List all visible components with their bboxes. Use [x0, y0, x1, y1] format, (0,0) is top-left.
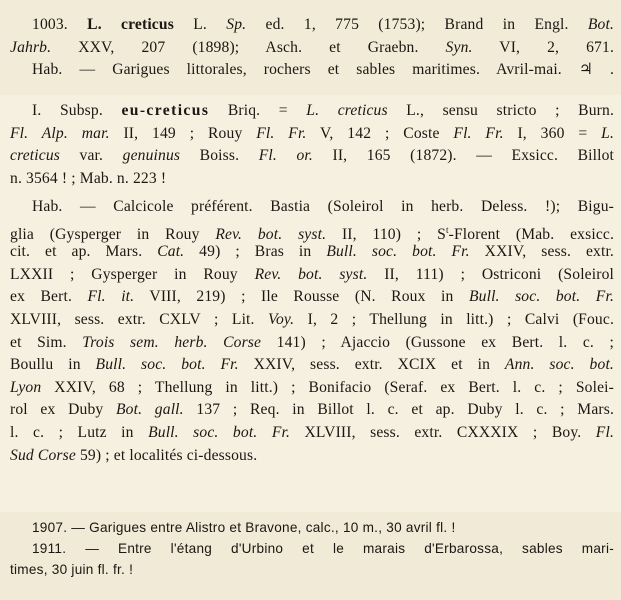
hab-line-5: ex Bert. Fl. it. VIII, 219) ; Ile Rousse (N. Roux in Bull. soc. bot. Fr. [10, 288, 614, 306]
hab-line-10: rol ex Duby Bot. gall. 137 ; Req. in Billot l. c. et ap. Duby l. c. ; Mars. [10, 401, 615, 419]
entry-number: 1003. [32, 16, 68, 33]
subsp-line-1: I. Subsp. eu-creticus Briq. = L. creticus L., sensu stricto ; Burn. [32, 102, 614, 119]
note-1907: 1907. — Garigues entre Alistro et Bravone, calc., 10 m., 30 avril fl. ! [32, 520, 456, 535]
species-entry [10, 14, 614, 82]
species-name: L. creticus [87, 16, 174, 33]
hab-line-6: XLVIII, sess. extr. CXLV ; Lit. Voy. I, 2 ; Thellung in litt.) ; Calvi (Fouc. [10, 310, 614, 328]
hab-line-11: l. c. ; Lutz in Bull. soc. bot. Fr. XLVIII, sess. extr. CXXXIX ; Boy. Fl. [10, 423, 614, 441]
hab-line-9: Lyon XXIV, 68 ; Thellung in litt.) ; Bonifacio (Seraf. ex Bert. l. c. ; Solei- [10, 378, 614, 396]
hab-line-3: cit. et ap. Mars. Cat. 49) ; Bras in Bull. soc. bot. Fr. XXIV, sess. extr. [10, 243, 614, 261]
hab-line-7: et Sim. Trois sem. herb. Corse 141) ; Ajaccio (Gussone ex Bert. l. c. ; [10, 333, 614, 351]
entry-habitat: Hab. — Garigues littorales, rochers et sables maritimes. Avril-mai. ♃ . [32, 61, 614, 79]
subspecies-name: eu-creticus [121, 102, 210, 119]
subsp-line-3: creticus var. genuinus Boiss. Fl. or. II, 165 (1872). — Exsicc. Billot [10, 147, 614, 165]
entry-line-1: 1003. L. creticus L. Sp. ed. 1, 775 (1753); Brand in Engl. Bot. [32, 16, 614, 33]
subspecies-block [10, 100, 614, 190]
note-1911-line-1: 1911. — Entre l'étang d'Urbino et le marais d'Erbarossa, sables mari- [32, 541, 614, 556]
entry-line-2: Jahrb. XXV, 207 (1898); Asch. et Graebn. Syn. VI, 2, 671. [10, 38, 614, 56]
subsp-line-4: n. 3564 ! ; Mab. n. 223 ! [10, 169, 167, 187]
hab-line-1: Hab. — Calcicole préférent. Bastia (Soleirol in herb. Deless. !); Bigu- [32, 198, 614, 215]
hab-line-8: Boullu in Bull. soc. bot. Fr. XXIV, sess. extr. XCIX et in Ann. soc. bot. [10, 356, 614, 374]
note-1911-line-2: times, 30 juin fl. fr. ! [10, 562, 134, 577]
collection-notes [10, 517, 614, 580]
hab-line-2: glia (Gysperger in Rouy Rev. bot. syst. II, 110) ; $S^t$-Florent (Mab. exsicc. [10, 224, 615, 243]
hab-line-4: LXXII ; Gysperger in Rouy Rev. bot. syst. II, 111) ; Ostriconi (Soleirol [10, 265, 615, 283]
localities-block [10, 196, 614, 467]
hab-line-12: Sud Corse 59) ; et localités ci-dessous. [10, 446, 258, 464]
subsp-line-2: Fl. Alp. mar. II, 149 ; Rouy Fl. Fr. V, 142 ; Coste Fl. Fr. I, 360 = L. [10, 124, 615, 142]
